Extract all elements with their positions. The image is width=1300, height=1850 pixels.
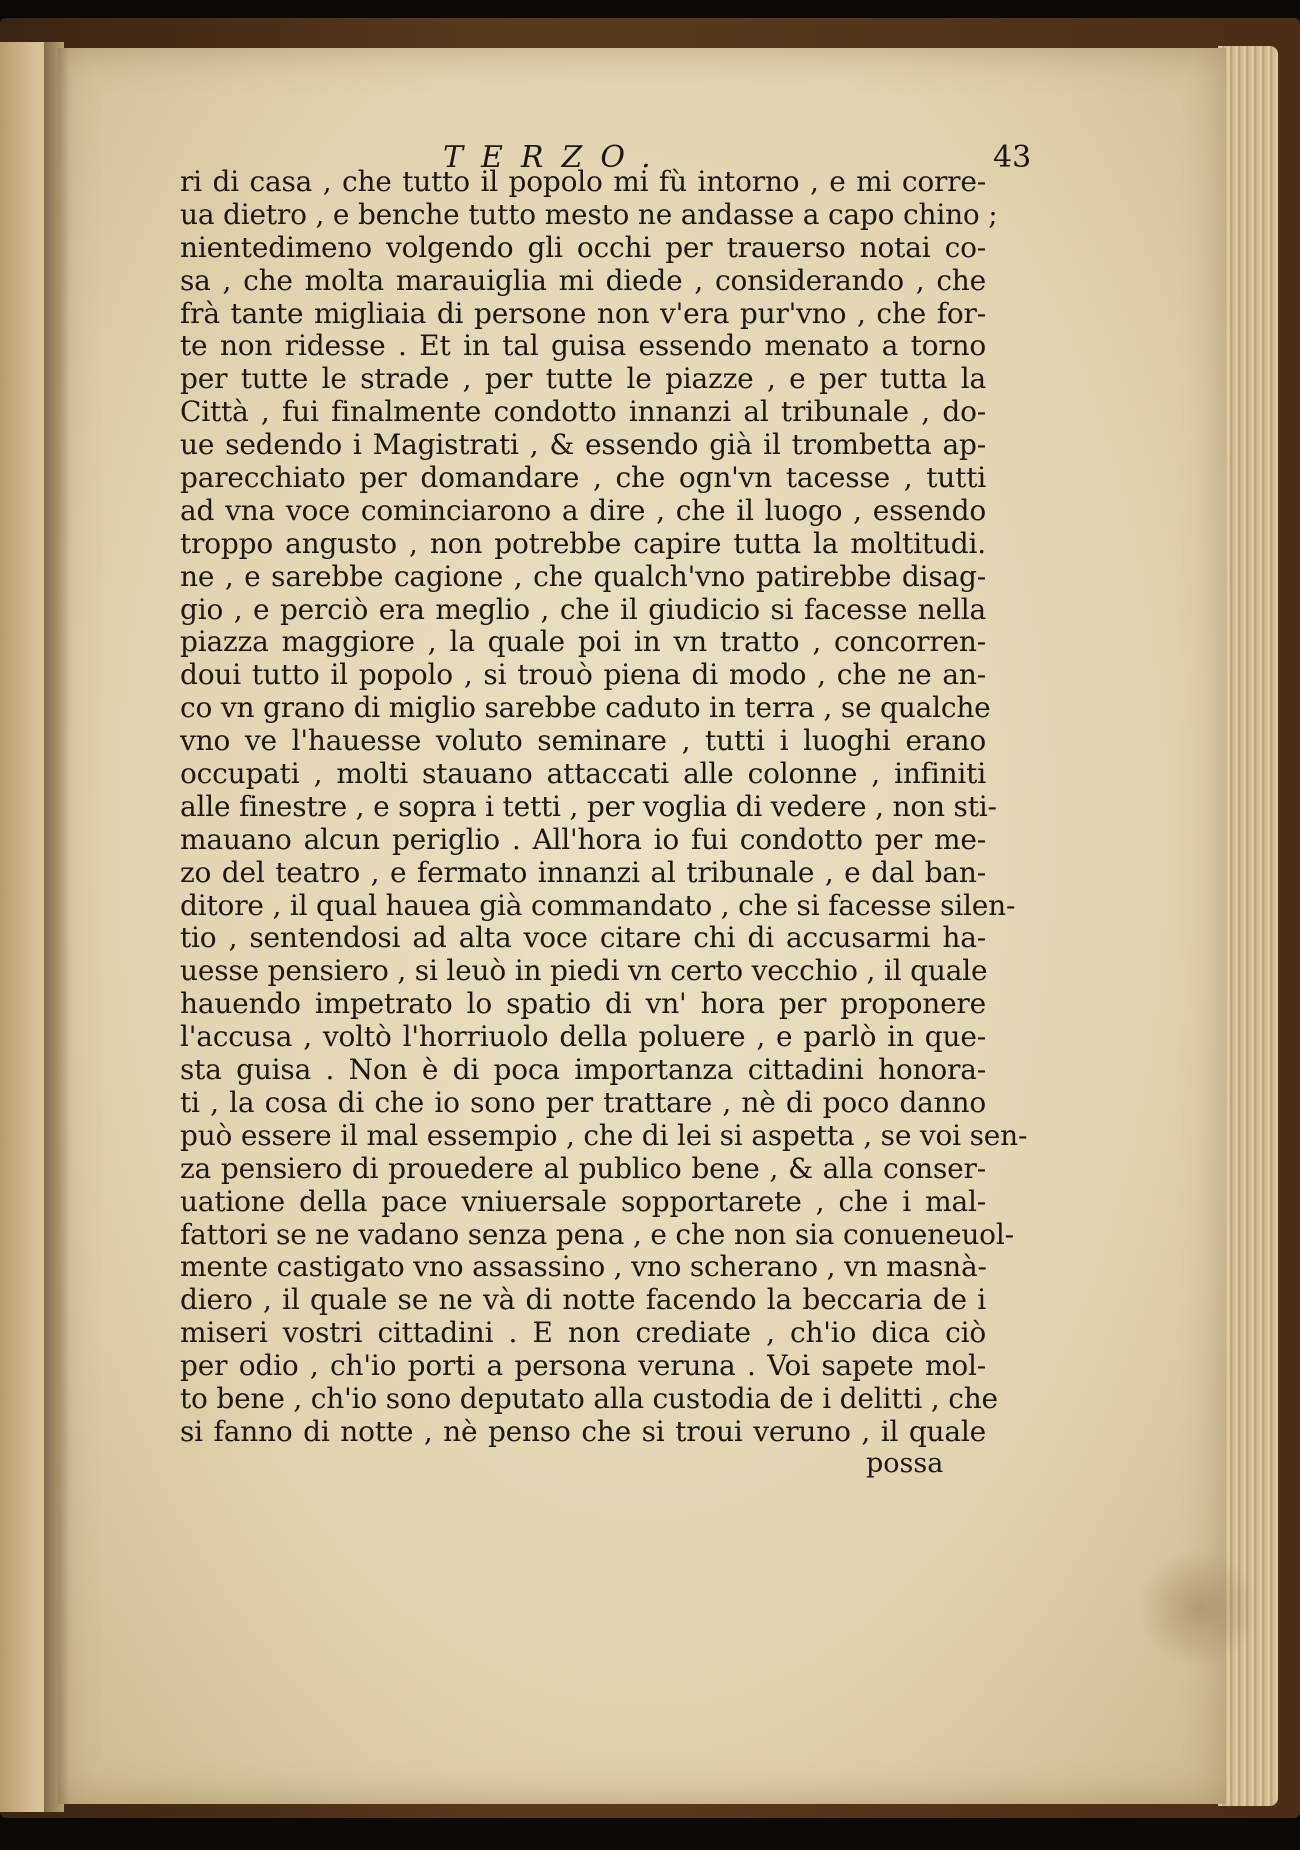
text-line: ditore , il qual hauea già commandato , che si facesse silen-: [180, 888, 1016, 922]
text-line: gio , e perciò era meglio , che il giudicio si facesse nella: [180, 592, 986, 626]
text-line: vno ve l'hauesse voluto seminare , tutti i luoghi erano: [180, 724, 986, 758]
text-line: troppo angusto , non potrebbe capire tutta la moltitudi.: [180, 526, 986, 560]
text-line: mente castigato vno assassino , vno scherano , vn masnà-: [180, 1250, 987, 1284]
text-line: doui tutto il popolo , si trouò piena di modo , che ne an-: [180, 658, 986, 692]
body-text: [180, 165, 1028, 1449]
text-line: piazza maggiore , la quale poi in vn tratto , concorren-: [180, 625, 986, 659]
text-line: uesse pensiero , si leuò in piedi vn certo vecchio , il quale: [180, 954, 988, 988]
text-line: miseri vostri cittadini . E non crediate , ch'io dica ciò: [180, 1316, 986, 1350]
text-line: diero , il quale se ne và di notte facendo la beccaria de i: [180, 1283, 986, 1317]
catchword: possa: [866, 1448, 944, 1479]
text-line: frà tante migliaia di persone non v'era pur'vno , che for-: [180, 296, 986, 330]
text-line: ue sedendo i Magistrati , & essendo già il trombetta ap-: [180, 428, 986, 462]
text-line: per odio , ch'io porti a persona veruna . Voi sapete mol-: [180, 1349, 986, 1383]
text-line: ne , e sarebbe cagione , che qualch'vno patirebbe disag-: [180, 559, 986, 593]
foxing-stain: [1138, 1548, 1258, 1668]
text-line: nientedimeno volgendo gli occhi per trauerso notai co-: [180, 230, 986, 264]
text-line: per tutte le strade , per tutte le piazze , e per tutta la: [180, 362, 986, 396]
page-number: 43: [993, 140, 1032, 175]
text-line: ua dietro , e benche tutto mesto ne andasse a capo chino ;: [180, 197, 998, 231]
text-line: sa , che molta marauiglia mi diede , considerando , che: [180, 263, 986, 297]
text-line: Città , fui finalmente condotto innanzi al tribunale , do-: [180, 395, 986, 429]
text-line: occupati , molti stauano attaccati alle colonne , infiniti: [180, 757, 986, 791]
text-line: l'accusa , voltò l'horriuolo della poluere , e parlò in que-: [180, 1020, 986, 1054]
text-line: sta guisa . Non è di poca importanza cittadini honora-: [180, 1053, 986, 1087]
text-line: parecchiato per domandare , che ogn'vn tacesse , tutti: [180, 461, 986, 495]
text-line: tio , sentendosi ad alta voce citare chi di accusarmi ha-: [180, 921, 986, 955]
text-line: co vn grano di miglio sarebbe caduto in terra , se qualche: [180, 691, 991, 725]
text-line: te non ridesse . Et in tal guisa essendo menato a torno: [180, 329, 986, 363]
running-head: TERZO.: [443, 140, 669, 175]
text-line: mauano alcun periglio . All'hora io fui condotto per me-: [180, 822, 986, 856]
text-line: zo del teatro , e fermato innanzi al tribunale , e dal ban-: [180, 855, 986, 889]
text-line: ad vna voce cominciarono a dire , che il luogo , essendo: [180, 493, 986, 527]
text-line: fattori se ne vadano senza pena , e che non sia conueneuol-: [180, 1217, 1014, 1251]
binding-gutter: [44, 42, 70, 1812]
book-page: [58, 48, 1226, 1804]
text-line: si fanno di notte , nè penso che si troui veruno , il quale: [180, 1414, 986, 1448]
text-line: ri di casa , che tutto il popolo mi fù intorno , e mi corre-: [180, 165, 986, 198]
text-line: può essere il mal essempio , che di lei si aspetta , se voi sen-: [180, 1118, 1028, 1152]
text-line: ti , la cosa di che io sono per trattare , nè di poco danno: [180, 1085, 986, 1119]
text-line: alle finestre , e sopra i tetti , per voglia di vedere , non sti-: [180, 789, 997, 823]
text-line: hauendo impetrato lo spatio di vn' hora per proponere: [180, 987, 986, 1021]
text-line: za pensiero di prouedere al publico bene , & alla conser-: [180, 1151, 986, 1185]
text-line: to bene , ch'io sono deputato alla custodia de i delitti , che: [180, 1381, 998, 1415]
text-line: uatione della pace vniuersale sopportarete , che i mal-: [180, 1184, 986, 1218]
page-edges: [1218, 46, 1278, 1806]
